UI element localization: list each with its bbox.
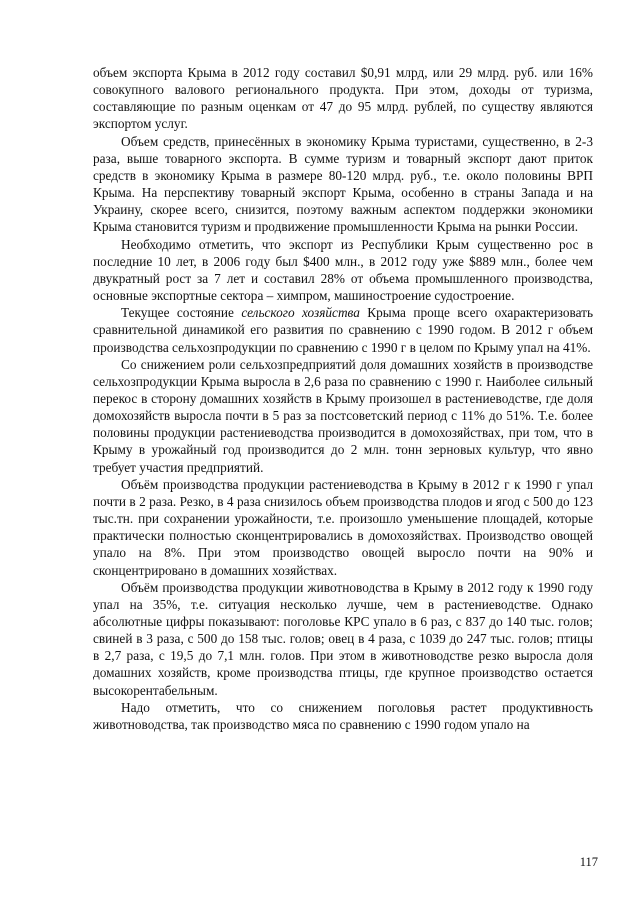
- paragraph-6: Объём производства продукции растениеводства в Крыму в 2012 г к 1990 г упал почти в 2 раза. Резко, в 4 раза снизилось объем производства плодов и ягод с 500 до 123 тыс.тн. при сохранении урожайности, т.е. произошло уменьшение площадей, которые практически полностью сконцентрировались в домохозяйствах. Производство овощей упало на 8%. При этом производство овощей выросло почти на 90% и сконцентрировано в домашних хозяйствах.: [93, 476, 593, 578]
- paragraph-3: Необходимо отметить, что экспорт из Республики Крым существенно рос в последние 10 лет, в 2006 году был $400 млн., в 2012 году уже $889 млн., более чем двукратный рост за 7 лет и составил 28% от объема промышленного производства, основные экспортные сектора – химпром, машиностроение судостроение.: [93, 236, 593, 304]
- page-number: 117: [579, 855, 598, 869]
- paragraph-4: [93, 304, 593, 355]
- paragraph-4-rest: Крыма проще всего охарактеризовать сравнительной динамикой его развития по сравнению с 1990 годом. В 2012 г объем производства сельхозпродукции по сравнению с 1990 г в целом по Крыму упал на 41%.: [93, 305, 594, 355]
- paragraph-8: Надо отметить, что со снижением поголовья растет продуктивность животноводства, так производство мяса по сравнению с 1990 годом упало на: [93, 699, 593, 732]
- paragraph-2: Объем средств, принесённых в экономику Крыма туристами, существенно, в 2-3 раза, выше товарного экспорта. В сумме туризм и товарный экспорт дают приток средств в экономику Крыма в размере 80-120 млрд. руб., т.е. около половины ВРП Крыма. На перспективу товарный экспорт Крыма, особенно в страны Запада и на Украину, скорее всего, снизится, поэтому важным аспектом поддержки экономики Крыма становится туризм и продвижение промышленности Крыма на рынки России.: [93, 133, 593, 235]
- paragraph-5: Со снижением роли сельхозпредприятий доля домашних хозяйств в производстве сельхозпродукции Крыма выросла в 2,6 раза по сравнению с 1990 г. Наиболее сильный перекос в сторону домашних хозяйств в Крыму произошел в растениеводстве, где доля домохозяйств выросла почти в 5 раз за постсоветский период с 11% до 51%. Т.е. более половины продукции растениеводства производится в домохозяйствах, при том, что в Крыму в урожайный год производится до 2 млн. тонн зерновых культур, что явно требует участия предприятий.: [93, 356, 593, 475]
- body-text: [93, 64, 593, 733]
- italic-term-agriculture: сельского хозяйства: [241, 305, 360, 321]
- paragraph-4-lead: Текущее состояние: [121, 305, 242, 321]
- paragraph-1: объем экспорта Крыма в 2012 году составил $0,91 млрд, или 29 млрд. руб. или 16% совокупного валового регионального продукта. При этом, доходы от туризма, составляющие по разным оценкам от 47 до 95 млрд. рублей, по существу являются экспортом услуг.: [93, 65, 593, 132]
- paragraph-7: Объём производства продукции животноводства в Крыму в 2012 году к 1990 году упал на 35%, т.е. ситуация несколько лучше, чем в растениеводстве. Однако абсолютные цифры показывают: поголовье КРС упало в 6 раз, с 837 до 140 тыс. голов; свиней в 3 раза, с 500 до 158 тыс. голов; овец в 4 раза, с 1039 до 247 тыс. голов; птицы в 2,7 раза, с 19,5 до 7,1 млн. голов. При этом в животноводстве резко выросла доля домашних хозяйств, кроме производства птицы, где крупное производство остается высокорентабельным.: [93, 579, 593, 698]
